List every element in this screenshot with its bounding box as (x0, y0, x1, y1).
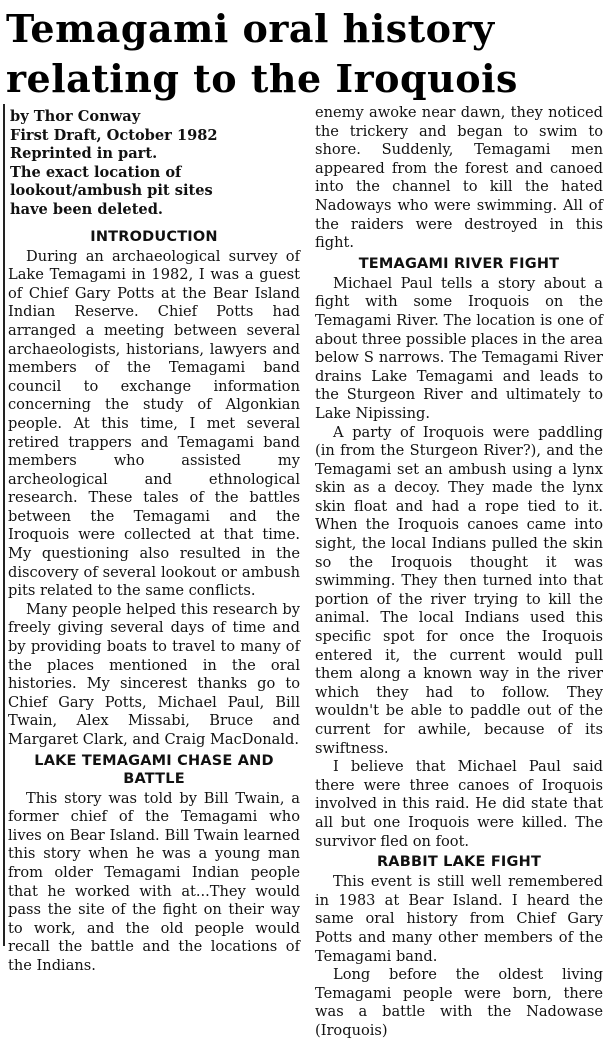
title-line-1: Temagami oral history (6, 6, 495, 51)
river-fight-heading: TEMAGAMI RIVER FIGHT (358, 255, 560, 272)
chase-paragraph-1: This story was told by Bill Twain, a former chief of the Temagami who lives on Bear Island. Bill Twain learned this story when he was a young man from older Temagami Indian people that he worked with at...They would pass the site of the fight on their way to work, and the old people would recall the battle and the locations of the Indians. (8, 789, 300, 974)
right-column (315, 104, 603, 1041)
introduction-heading: INTRODUCTION (90, 228, 218, 245)
article-title (6, 4, 602, 104)
chase-heading: LAKE TEMAGAMI CHASE AND BATTLE (34, 752, 274, 787)
rabbit-paragraph-1: This event is still well remembered in 1983 at Bear Island. I heard the same oral history from Chief Gary Potts and many other members of the Temagami band. (315, 873, 603, 965)
title-line-2: relating to the Iroquois (6, 56, 518, 101)
river-paragraph-3: I believe that Michael Paul said there were three canoes of Iroquois involved in this raid. He did state that all but one Iroquois were killed. The survivor fled on foot. (315, 758, 603, 850)
continued-paragraph: enemy awoke near dawn, they noticed the trickery and began to swim to shore. Suddenly, Temagami men appeared from the forest and canoed into the channel to kill the hated Nadoways who were swimming. All of the raiders were destroyed in this fight. (315, 104, 603, 252)
introduction-paragraph-1: During an archaeological survey of Lake Temagami in 1982, I was a guest of Chief Gary Potts at the Bear Island Indian Reserve. Chief Potts had arranged a meeting between several archaeologists, historians, lawyers and members of the Temagami band council to exchange information concerning the study of Algonkian people. At this time, I met several retired trappers and Temagami band members who assisted my archeological and ethnological research. These tales of the battles between the Temagami and the Iroquois were collected at that time. My questioning also resulted in the discovery of several lookout or ambush pits related to the same conflicts. (8, 247, 300, 600)
introduction-paragraph-2: Many people helped this research by freely giving several days of time and by providing boats to travel to many of the places mentioned in the oral histories. My sincerest thanks go to Chief Gary Potts, Michael Paul, Bill Twain, Alex Missabi, Bruce and Margaret Clark, and Craig MacDonald. (8, 600, 300, 748)
byline (10, 108, 300, 220)
author-line: by Thor Conway (10, 108, 141, 125)
draft-line: First Draft, October 1982 (10, 126, 218, 144)
rabbit-lake-heading: RABBIT LAKE FIGHT (376, 854, 542, 871)
reprint-line: Reprinted in part. (10, 145, 158, 163)
river-paragraph-2: A party of Iroquois were paddling (in from the Sturgeon River?), and the Temagami set an ambush using a lynx skin as a decoy. They made the lynx skin float and had a rope tied to it. When the Iroquois canoes came into sight, the local Indians pulled the skin so the Iroquois thought it was swimming. They then turned into that portion of the river trying to kill the animal. The local Indians used this specific spot for once the Iroquois entered it, the current would pull them along a known way in the river which they had to follow. They wouldn't be able to paddle out of the current for awhile, because of its swiftness. (315, 423, 603, 757)
note-line-3: have been deleted. (10, 200, 164, 218)
left-margin-rule (3, 104, 5, 946)
left-column (8, 104, 300, 976)
note-line-2: lookout/ambush pit sites (10, 182, 213, 200)
river-paragraph-1: Michael Paul tells a story about a fight with some Iroquois on the Temagami River. The location is one of about three possible places in the area below S narrows. The Temagami River drains Lake Temagami and leads to the Sturgeon River and ultimately to Lake Nipissing. (315, 274, 603, 422)
note-line-1: The exact location of (10, 163, 182, 181)
rabbit-paragraph-2: Long before the oldest living Temagami people were born, there was a battle with the Nadowase (Iroquois) (315, 966, 603, 1039)
